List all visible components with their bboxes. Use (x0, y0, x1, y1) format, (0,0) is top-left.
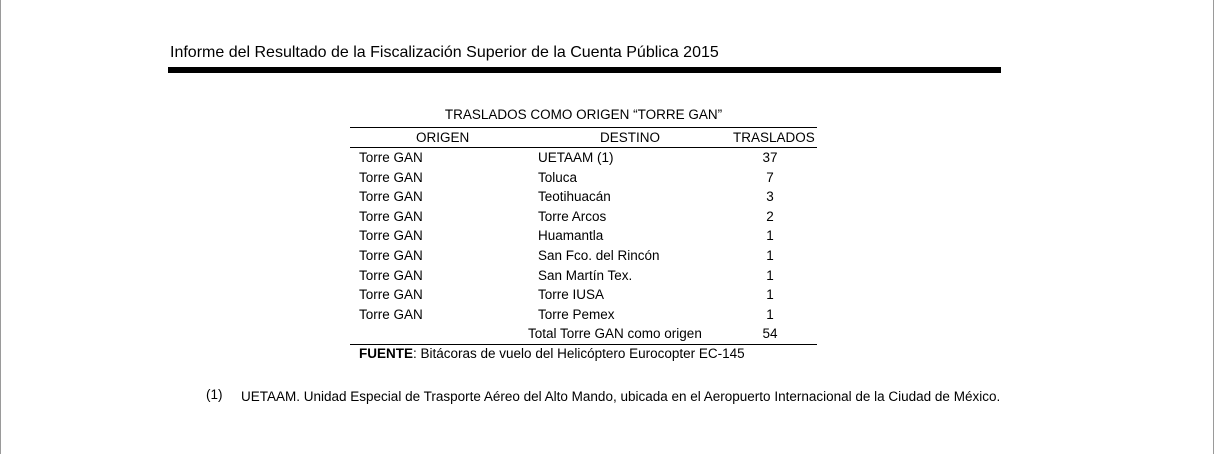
cell-destino: Huamantla (538, 228, 604, 244)
table-total-row (350, 325, 817, 343)
report-header-title: Informe del Resultado de la Fiscalización Superior de la Cuenta Pública 2015 (170, 44, 719, 61)
cell-origen: Torre GAN (359, 287, 423, 303)
cell-traslados: 1 (766, 247, 774, 263)
cell-destino: San Fco. del Rincón (538, 247, 660, 263)
table-row (350, 227, 817, 247)
column-header-origen: ORIGEN (416, 130, 470, 145)
table-row (350, 306, 817, 326)
cell-destino: UETAAM (1) (538, 150, 614, 165)
table-body (350, 149, 817, 325)
source-label: FUENTE (359, 346, 413, 361)
header-rule (168, 67, 1001, 73)
table-row (350, 169, 817, 189)
cell-traslados: 1 (766, 287, 774, 303)
cell-origen: Torre GAN (359, 228, 423, 244)
total-label: Total Torre GAN como origen (528, 326, 702, 341)
table-caption: TRASLADOS COMO ORIGEN “TORRE GAN” (444, 107, 723, 122)
table-bottom-rule (350, 344, 817, 345)
source-text: : Bitácoras de vuelo del Helicóptero Eurocopter EC-145 (413, 346, 745, 361)
cell-traslados: 2 (766, 208, 774, 224)
cell-origen: Torre GAN (359, 267, 423, 283)
cell-destino: Toluca (538, 169, 578, 185)
total-value: 54 (762, 326, 778, 341)
cell-traslados: 3 (766, 189, 774, 205)
page-left-border (0, 0, 1, 454)
cell-origen: Torre GAN (359, 169, 423, 185)
footnote-text: UETAAM. Unidad Especial de Trasporte Aéreo del Alto Mando, ubicada en el Aeropuerto Internacional de la Ciudad de México. (241, 389, 1001, 404)
table-top-rule (350, 127, 817, 128)
cell-destino: Torre IUSA (538, 287, 605, 303)
table-row (350, 149, 817, 169)
cell-traslados: 37 (762, 150, 778, 165)
table-row (350, 247, 817, 267)
table-row (350, 267, 817, 287)
cell-origen: Torre GAN (359, 247, 423, 263)
table-row (350, 208, 817, 228)
cell-destino: Teotihuacán (538, 189, 611, 205)
column-header-destino: DESTINO (600, 130, 661, 145)
cell-destino: San Martín Tex. (538, 267, 633, 283)
cell-traslados: 1 (766, 267, 774, 283)
table-source-note (359, 346, 745, 361)
cell-origen: Torre GAN (359, 208, 423, 224)
cell-traslados: 1 (766, 228, 774, 244)
cell-origen: Torre GAN (359, 306, 423, 322)
column-header-traslados: TRASLADOS (733, 130, 815, 145)
cell-traslados: 1 (766, 306, 774, 322)
table-header-rule (350, 147, 817, 148)
cell-origen: Torre GAN (359, 189, 423, 205)
page-right-border (1213, 0, 1214, 454)
table-row (350, 286, 817, 306)
cell-destino: Torre Arcos (538, 208, 607, 224)
table-row (350, 188, 817, 208)
cell-destino: Torre Pemex (538, 306, 615, 322)
footnote-marker: (1) (206, 387, 223, 402)
cell-traslados: 7 (766, 169, 774, 185)
cell-origen: Torre GAN (359, 150, 423, 165)
